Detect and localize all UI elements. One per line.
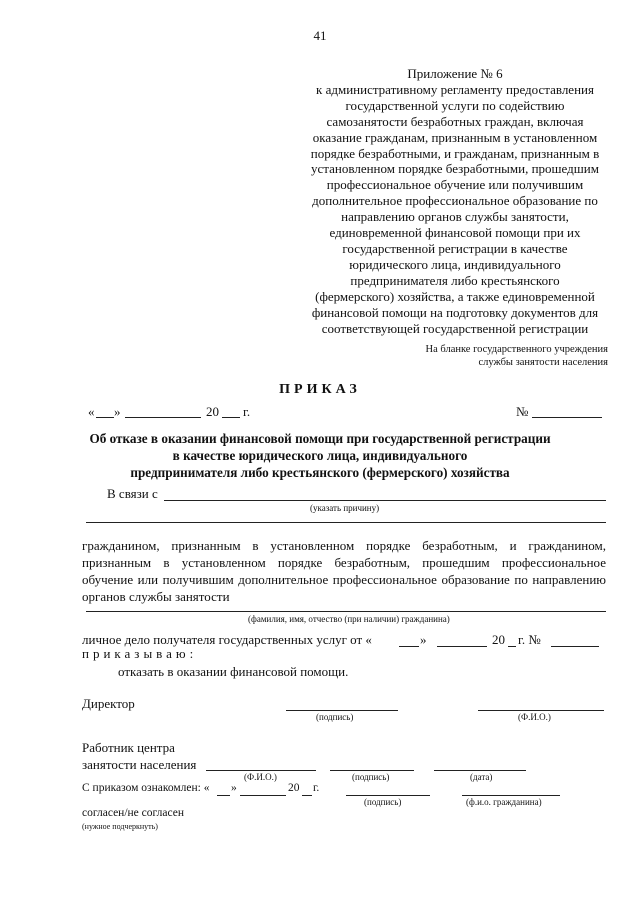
order-number-label: №: [516, 404, 529, 419]
page-number: 41: [313, 28, 327, 43]
appendix-line: государственной регистрации в качестве: [342, 240, 568, 256]
letterhead-note-line: службы занятости населения: [478, 357, 608, 368]
subject-line: в качестве юридического лица, индивидуального: [172, 448, 468, 463]
agreement-text[interactable]: согласен/не согласен: [82, 807, 184, 819]
personal-file-day-field[interactable]: [399, 646, 419, 647]
acknowledged-fio-hint: (ф.и.о. гражданина): [466, 797, 542, 807]
acknowledged-label: С приказом ознакомлен: «: [82, 782, 210, 794]
order-title: ПРИКАЗ: [279, 382, 361, 397]
personal-file-number-label: г. №: [518, 632, 541, 647]
worker-fio-hint: (Ф.И.О.): [244, 772, 277, 782]
appendix-line: предпринимателя либо крестьянского: [350, 272, 560, 288]
acknowledged-day-field[interactable]: [217, 795, 230, 796]
appendix-line: порядке безработными, и гражданам, признанным в: [310, 145, 600, 161]
director-label: Директор: [82, 696, 135, 711]
appendix-heading: Приложение № 6: [407, 66, 503, 81]
reason-hint: (указать причину): [310, 503, 380, 513]
worker-date-field[interactable]: [434, 770, 526, 771]
date-year-field[interactable]: [222, 417, 240, 418]
appendix-line: (фермерского) хозяйства, а также единовременной: [315, 288, 595, 304]
agreement-hint: (нужное подчеркнуть): [82, 822, 158, 831]
worker-signature-hint: (подпись): [352, 772, 390, 782]
worker-label-line2: занятости населения: [82, 757, 197, 772]
acknowledged-fio-field[interactable]: [462, 795, 560, 796]
date-month-field[interactable]: [125, 417, 201, 418]
personal-file-month-field[interactable]: [437, 646, 487, 647]
acknowledged-year-field[interactable]: [302, 795, 312, 796]
personal-file-quote: »: [420, 632, 427, 647]
director-signature-hint: (подпись): [316, 712, 354, 722]
date-day-field[interactable]: [96, 417, 114, 418]
order-number-field[interactable]: [532, 417, 602, 418]
appendix-line: юридического лица, индивидуального: [349, 256, 561, 272]
letterhead-note-line: На бланке государственного учреждения: [425, 344, 608, 355]
subject-line: Об отказе в оказании финансовой помощи при государственной регистрации: [89, 431, 551, 446]
appendix-line: самозанятости безработных граждан, включая: [326, 113, 584, 129]
appendix-block: [290, 66, 620, 336]
appendix-line: направлению органов службы занятости,: [341, 209, 569, 225]
appendix-line: государственной услуги по содействию: [345, 97, 565, 113]
personal-file-year: 20: [492, 632, 505, 647]
appendix-line: единовременной финансовой помощи при их: [329, 225, 581, 241]
date-close-quote: »: [114, 404, 121, 419]
citizen-name-hint: (фамилия, имя, отчество (при наличии) гражданина): [248, 614, 450, 624]
reason-label: В связи с: [107, 486, 158, 501]
appendix-line: финансовой помощи на подготовку документов для: [311, 304, 599, 320]
acknowledged-year-suffix: г.: [313, 782, 320, 794]
decision-text: отказать в оказании финансовой помощи.: [118, 664, 349, 679]
date-year-suffix: г.: [243, 404, 251, 419]
worker-signature-field[interactable]: [330, 770, 414, 771]
personal-file-number-field[interactable]: [551, 646, 599, 647]
worker-fio-field[interactable]: [206, 770, 316, 771]
order-word: приказываю:: [82, 646, 198, 661]
body-paragraph: гражданином, признанным в установленном порядке безработным, и гражданином, признанным в установленном порядке безработным, прошедшим профессиональное обучение или получившим дополнительное профессиональное образование по направлению органов службы занятости: [82, 538, 606, 604]
director-fio-hint: (Ф.И.О.): [518, 712, 551, 722]
acknowledged-signature-hint: (подпись): [364, 797, 402, 807]
worker-label-line1: Работник центра: [82, 740, 175, 755]
appendix-line: соответствующей государственной регистрации: [321, 320, 589, 336]
worker-date-hint: (дата): [470, 772, 493, 782]
appendix-line: установленном порядке безработными, прошедшим: [311, 161, 599, 177]
date-year-prefix: 20: [206, 404, 219, 419]
order-subject: [80, 430, 560, 481]
director-fio-field[interactable]: [478, 710, 604, 711]
appendix-line: к административному регламенту предоставления: [316, 81, 594, 97]
acknowledged-quote: »: [231, 782, 237, 794]
reason-field[interactable]: [164, 500, 606, 501]
acknowledged-month-field[interactable]: [240, 795, 286, 796]
letterhead-note: [426, 343, 609, 369]
acknowledged-year: 20: [288, 782, 300, 794]
acknowledged-signature-field[interactable]: [346, 795, 430, 796]
appendix-line: дополнительное профессиональное образование по: [312, 193, 598, 209]
appendix-line: профессиональное обучение или получившим: [326, 177, 584, 193]
appendix-line: оказание гражданам, признанным в установленном: [312, 129, 598, 145]
citizen-name-field[interactable]: [86, 611, 606, 612]
director-signature-field[interactable]: [286, 710, 398, 711]
personal-file-year-field[interactable]: [508, 646, 516, 647]
personal-file-prefix: личное дело получателя государственных услуг от «: [82, 632, 372, 647]
date-open-quote: «: [88, 404, 95, 419]
subject-line: предпринимателя либо крестьянского (фермерского) хозяйства: [130, 465, 510, 480]
reason-field-continued[interactable]: [86, 522, 606, 523]
